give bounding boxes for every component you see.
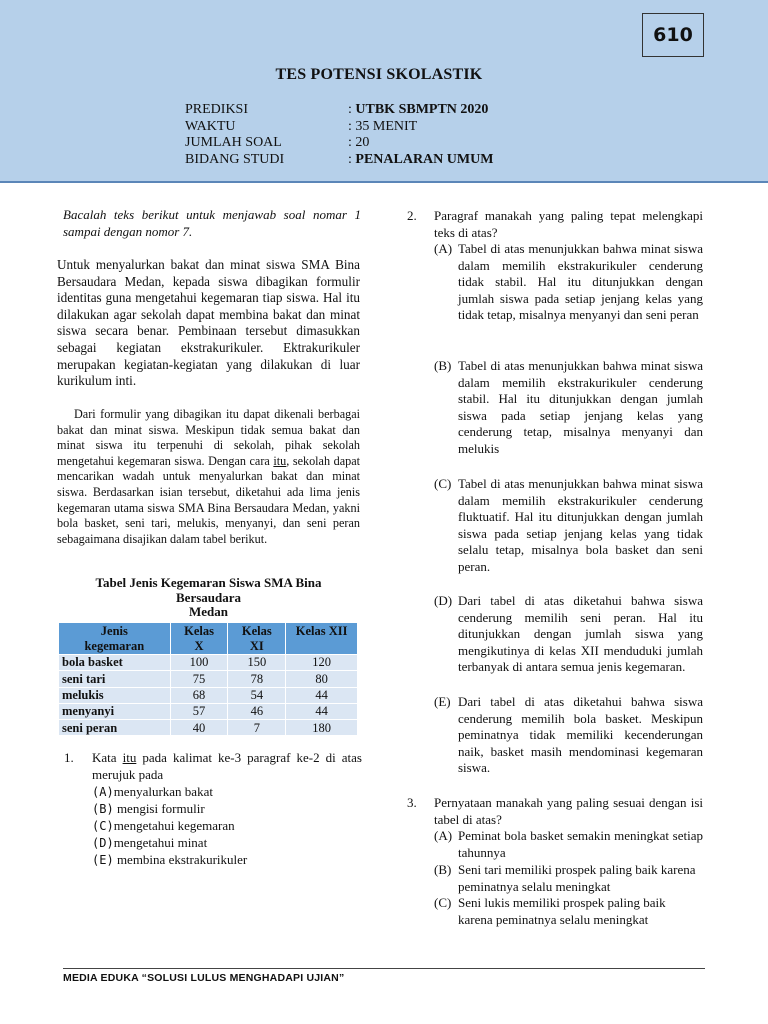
- option-text: Seni lukis memiliki prospek paling baik karena peminatnya selalu meningkat: [458, 895, 666, 927]
- meta-value: 20: [355, 135, 370, 150]
- table-header-row: [59, 623, 358, 655]
- q1-option-a[interactable]: [92, 784, 213, 801]
- q1-option-d[interactable]: [92, 835, 207, 852]
- question-2-text: Paragraf manakah yang paling tepat melengkapi teks di atas?: [434, 208, 703, 240]
- q1-option-b[interactable]: [92, 801, 205, 818]
- table-cell: bola basket: [59, 655, 171, 671]
- option-letter: (B): [434, 862, 452, 877]
- hobby-table: [58, 622, 358, 736]
- meta-label: JUMLAH SOAL: [185, 135, 282, 150]
- table-title-line: Bersaudara: [176, 589, 241, 605]
- reading-paragraph-2: [57, 407, 360, 547]
- table-cell: 80: [286, 671, 358, 687]
- q2-option-a[interactable]: [434, 241, 703, 358]
- option-letter: (C): [434, 895, 452, 910]
- paragraph-2-part-2: , sekolah dapat mencarikan wadah untuk menyalurkan bakat dan minat siswa. Berdasarkan isian tersebut, diketahui ada lima jenis kegemaran utama siswa SMA Bina Bersaudara Medan, yakni bola basket, seni tari, melukis, menyanyi, dan seni peran sebagaimana disajikan dalam tabel berikut.: [57, 453, 360, 546]
- question-3-number: 3.: [407, 795, 417, 810]
- table-cell: seni peran: [59, 720, 171, 736]
- q1-option-e[interactable]: [92, 852, 247, 869]
- option-letter: (E): [434, 694, 451, 709]
- header-kelas-xii: Kelas XII: [286, 623, 358, 655]
- table-cell: 100: [170, 655, 228, 671]
- table-cell: 54: [228, 687, 286, 703]
- q3-option-a[interactable]: [434, 828, 703, 862]
- page-number: 610: [642, 13, 704, 57]
- table-cell: melukis: [59, 687, 171, 703]
- option-text: Tabel di atas menunjukkan bahwa minat siswa dalam memilih ekstrakurikuler cenderung stabil. Hal itu ditunjukkan dengan jumlah siswa pada setiap jenjang kelas yang cenderung tetap, misalnya menyanyi dan melukis: [458, 358, 703, 456]
- option-letter: (A): [434, 828, 453, 843]
- q3-option-b[interactable]: [434, 862, 703, 896]
- table-cell: seni tari: [59, 671, 171, 687]
- table-row: [59, 687, 358, 703]
- option-text: membina ekstrakurikuler: [113, 852, 248, 867]
- option-letter: (C): [434, 476, 452, 491]
- table-cell: 78: [228, 671, 286, 687]
- header-kelas-x: Kelas X: [170, 623, 228, 655]
- question-3-text: Pernyataan manakah yang paling sesuai dengan isi tabel di atas?: [434, 795, 703, 827]
- table-row: [59, 720, 358, 736]
- table-cell: 7: [228, 720, 286, 736]
- table-cell: 40: [170, 720, 228, 736]
- q2-option-c[interactable]: [434, 476, 703, 593]
- option-text: Dari tabel di atas diketahui bahwa siswa cenderung memilih seni peran. Hal itu ditunjukkan dengan jumlah siswa yang mengikutinya di kelas XII menduduki jumlah terbanyak di antara semua jenis kegemaran.: [458, 593, 703, 675]
- meta-label: BIDANG STUDI: [185, 152, 285, 167]
- table-title-line: Tabel Jenis Kegemaran Siswa SMA Bina: [95, 575, 322, 590]
- meta-value: 35 MENIT: [355, 119, 418, 134]
- page-title: TES POTENSI SKOLASTIK: [275, 66, 483, 83]
- option-letter: (B): [434, 358, 452, 373]
- table-cell: 150: [228, 655, 286, 671]
- table-cell: 44: [286, 687, 358, 703]
- option-text: mengetahui kegemaran: [113, 818, 235, 833]
- option-text: Tabel di atas menunjukkan bahwa minat siswa dalam memilih ekstrakurikuler cenderung fluktuatif. Hal itu ditunjukkan dengan jumlah siswa pada setiap jenjang kelas yang tidak selalu tetap, misalnya bola basket dan seni peran.: [458, 476, 703, 574]
- option-letter: (A): [92, 785, 114, 799]
- option-text: menyalurkan bakat: [113, 784, 213, 799]
- option-letter: (B): [92, 802, 114, 816]
- reading-paragraph-1: Untuk menyalurkan bakat dan minat siswa SMA Bina Bersaudara Medan, kepada siswa dibagikan formulir identitas guna mengetahui kegemaran tiap siswa. Hal itu dilakukan agar sekolah dapat membina bakat dan minat siswa secara benar. Pembinaan tersebut dimasukkan sebagai kegiatan ekstrakurikuler. Ektrakurikuler merupakan kegiatan-kegiatan yang dilakukan di luar kurikulum inti.: [57, 257, 360, 389]
- option-text: Dari tabel di atas diketahui bahwa siswa cenderung memilih bola basket. Meskipun peminatnya tidak memiliki kecenderungan naik, basket masih mendominasi kegemaran siswa.: [458, 694, 703, 776]
- option-letter: (C): [92, 819, 114, 833]
- footer-text: MEDIA EDUKA “SOLUSI LULUS MENGHADAPI UJIAN”: [63, 972, 345, 984]
- q2-option-b[interactable]: [434, 358, 703, 475]
- header-jenis: Jenis kegemaran: [59, 623, 171, 655]
- option-letter: (E): [92, 853, 114, 867]
- question-2-number: 2.: [407, 208, 417, 223]
- reading-intro: Bacalah teks berikut untuk menjawab soal nomar 1 sampai dengan nomor 7.: [63, 207, 361, 239]
- underlined-word-itu: itu: [273, 453, 287, 468]
- meta-value: UTBK SBMPTN 2020: [355, 102, 489, 117]
- table-cell: 44: [286, 703, 358, 719]
- q2-option-d[interactable]: [434, 593, 703, 693]
- meta-label: WAKTU: [185, 119, 236, 134]
- q2-option-e[interactable]: [434, 694, 703, 778]
- meta-value: PENALARAN UMUM: [355, 152, 494, 167]
- option-text: mengisi formulir: [113, 801, 205, 816]
- table-row: [59, 671, 358, 687]
- paragraph-2-part-1: Dari formulir yang dibagikan itu dapat dikenali berbagai bakat dan minat siswa. Meskipun tidak semua bakat dan minat siswa itu terpenuhi di sekolah, pihak sekolah mengetahui kegemaran siswa. Dengan cara: [57, 407, 360, 468]
- table-cell: 57: [170, 703, 228, 719]
- option-letter: (A): [434, 241, 453, 256]
- question-1-number: 1.: [64, 750, 74, 765]
- table-title: [57, 576, 360, 620]
- table-cell: menyanyi: [59, 703, 171, 719]
- question-1-text: [92, 750, 362, 783]
- header-band: 610 TES POTENSI SKOLASTIK PREDIKSI : UTBK SBMPTN 2020 WAKTU : 35 MENIT JUMLAH SOAL : 20 BIDANG STUDI : PENALARAN UMUM: [0, 0, 768, 183]
- table-cell: 46: [228, 703, 286, 719]
- header-kelas-xi: Kelas XI: [228, 623, 286, 655]
- meta-label: PREDIKSI: [185, 102, 249, 117]
- option-text: Peminat bola basket semakin meningkat setiap tahunnya: [458, 828, 703, 860]
- table-cell: 120: [286, 655, 358, 671]
- option-text: mengetahui minat: [113, 835, 208, 850]
- q1-underlined-itu: itu: [122, 750, 137, 765]
- table-row: [59, 655, 358, 671]
- option-letter: (D): [92, 836, 114, 850]
- option-letter: (D): [434, 593, 453, 608]
- q1-option-c[interactable]: [92, 818, 235, 835]
- table-cell: 180: [286, 720, 358, 736]
- q3-option-c[interactable]: [434, 895, 703, 929]
- footer-divider: [63, 968, 705, 969]
- q1-text-part-1: Kata: [92, 750, 123, 765]
- table-cell: 75: [170, 671, 228, 687]
- table-row: [59, 703, 358, 719]
- option-text: Seni tari memiliki prospek paling baik karena peminatnya selalu meningkat: [458, 862, 696, 894]
- option-text: Tabel di atas menunjukkan bahwa minat siswa dalam memilih ekstrakurikuler cenderung tidak stabil. Hal itu ditunjukkan dengan jumlah siswa pada setiap jenjang kelas yang tidak tetap, misalnya menyanyi dan seni peran: [458, 241, 703, 323]
- table-title-line: Medan: [189, 604, 228, 620]
- table-cell: 68: [170, 687, 228, 703]
- q1-text-part-2: pada kalimat ke-3 paragraf ke-2 di atas merujuk pada: [92, 750, 362, 782]
